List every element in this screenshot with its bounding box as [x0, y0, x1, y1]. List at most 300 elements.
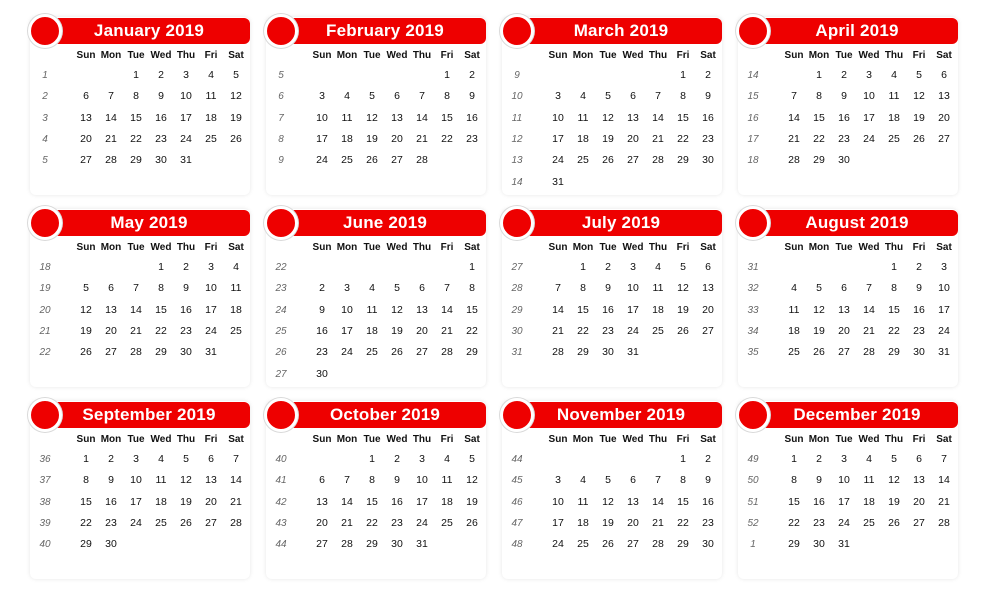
- month-header: [270, 210, 486, 236]
- day-cell: 3: [841, 453, 847, 465]
- day-cell: 14: [130, 303, 142, 316]
- day-cell: 10: [205, 282, 217, 295]
- day-cell: 18: [441, 495, 453, 508]
- day-cell: 10: [552, 495, 564, 508]
- month-card: [738, 209, 958, 387]
- day-cell: 27: [627, 538, 639, 551]
- weekday-label: Thu: [648, 434, 668, 445]
- day-cell: 5: [369, 90, 375, 103]
- weekday-label: Sun: [548, 50, 568, 61]
- day-cell: 21: [230, 495, 242, 508]
- day-cell: 23: [838, 132, 850, 145]
- month-header: [270, 402, 486, 428]
- month-title: October 2019: [329, 405, 441, 424]
- day-cell: 30: [105, 538, 117, 551]
- month-header: [34, 210, 250, 236]
- week-number: 31: [511, 347, 523, 359]
- weekday-label: Fri: [204, 434, 218, 445]
- day-cell: 28: [441, 346, 453, 359]
- day-cell: 12: [180, 474, 192, 487]
- weekday-label: Sun: [548, 242, 568, 253]
- day-cell: 30: [602, 346, 614, 359]
- day-cell: 30: [391, 538, 403, 551]
- day-cell: 25: [652, 324, 664, 337]
- day-cell: 12: [913, 90, 925, 103]
- weekday-label: Fri: [440, 242, 454, 253]
- week-number: 18: [747, 155, 759, 167]
- week-number: 21: [39, 325, 51, 337]
- red-circle-icon: [28, 206, 62, 240]
- day-cell: 18: [788, 324, 800, 337]
- day-cell: 16: [316, 324, 328, 337]
- day-cell: 2: [816, 453, 822, 465]
- day-cell: 8: [791, 474, 797, 487]
- day-cell: 22: [677, 132, 689, 145]
- day-cell: 13: [105, 303, 117, 316]
- weekday-label: Thu: [176, 242, 196, 253]
- day-cell: 5: [469, 453, 475, 465]
- day-cell: 19: [80, 324, 92, 337]
- week-number: 4: [42, 133, 48, 145]
- day-cell: 13: [205, 474, 217, 487]
- day-cell: 6: [394, 90, 400, 103]
- month-card: [266, 401, 486, 579]
- day-cell: 6: [419, 282, 425, 295]
- day-cell: 25: [366, 346, 378, 359]
- day-cell: 28: [863, 346, 875, 359]
- weekday-label: Mon: [100, 242, 122, 253]
- day-cell: 20: [205, 495, 217, 508]
- red-circle-icon: [736, 14, 770, 48]
- day-cell: 14: [788, 111, 800, 124]
- day-cell: 7: [555, 282, 561, 295]
- day-cell: 1: [680, 453, 686, 465]
- week-number: 12: [511, 133, 523, 145]
- day-cell: 8: [469, 282, 475, 295]
- day-cell: 3: [344, 282, 350, 295]
- day-cell: 6: [941, 69, 947, 81]
- day-cell: 3: [555, 90, 561, 103]
- day-cell: 31: [205, 346, 217, 359]
- weekday-label: Tue: [127, 242, 145, 253]
- day-cell: 5: [816, 282, 822, 295]
- day-cell: 2: [605, 261, 611, 273]
- day-cell: 15: [466, 303, 478, 316]
- day-cell: 13: [938, 90, 950, 103]
- day-cell: 23: [813, 516, 825, 529]
- weekday-label: Mon: [572, 242, 594, 253]
- month-card: [266, 17, 486, 195]
- day-cell: 20: [913, 495, 925, 508]
- month-title: December 2019: [793, 405, 921, 424]
- day-cell: 11: [652, 282, 664, 295]
- week-number: 7: [278, 112, 284, 124]
- day-cell: 3: [866, 69, 872, 81]
- weekday-label: Sat: [464, 50, 480, 61]
- day-cell: 6: [705, 261, 711, 273]
- month-title: June 2019: [342, 213, 428, 232]
- day-cell: 2: [394, 453, 400, 465]
- month-header: [742, 18, 958, 44]
- day-cell: 4: [655, 261, 661, 273]
- day-cell: 4: [444, 453, 450, 465]
- day-cell: 30: [316, 367, 328, 380]
- day-cell: 2: [158, 69, 164, 81]
- day-cell: 1: [791, 453, 797, 465]
- day-cell: 23: [180, 324, 192, 337]
- day-cell: 17: [341, 324, 353, 337]
- day-cell: 28: [341, 538, 353, 551]
- day-cell: 19: [602, 132, 614, 145]
- week-number: 44: [275, 539, 287, 551]
- day-cell: 4: [866, 453, 872, 465]
- day-cell: 29: [366, 538, 378, 551]
- weekday-label: Fri: [204, 242, 218, 253]
- day-cell: 15: [366, 495, 378, 508]
- day-cell: 25: [155, 516, 167, 529]
- day-cell: 21: [552, 324, 564, 337]
- day-cell: 23: [702, 516, 714, 529]
- day-cell: 30: [838, 154, 850, 167]
- day-cell: 8: [133, 90, 139, 103]
- day-cell: 27: [416, 346, 428, 359]
- day-cell: 23: [602, 324, 614, 337]
- day-cell: 6: [916, 453, 922, 465]
- day-cell: 25: [888, 132, 900, 145]
- month-card: [738, 17, 958, 195]
- weekday-label: Fri: [912, 50, 926, 61]
- day-cell: 6: [208, 453, 214, 465]
- day-cell: 19: [602, 516, 614, 529]
- weekday-label: Tue: [363, 242, 381, 253]
- month-card: [502, 17, 722, 195]
- weekday-label: Sun: [76, 242, 96, 253]
- day-cell: 7: [108, 90, 114, 103]
- weekday-label: Wed: [150, 50, 172, 61]
- day-cell: 28: [230, 516, 242, 529]
- weekday-label: Thu: [412, 434, 432, 445]
- day-cell: 4: [580, 90, 586, 103]
- day-cell: 24: [341, 346, 353, 359]
- day-cell: 20: [316, 516, 328, 529]
- day-cell: 12: [230, 90, 242, 103]
- day-cell: 15: [677, 495, 689, 508]
- weekday-label: Thu: [412, 50, 432, 61]
- day-cell: 28: [938, 516, 950, 529]
- day-cell: 19: [677, 303, 689, 316]
- week-number: 37: [39, 475, 51, 487]
- weekday-label: Tue: [363, 50, 381, 61]
- day-cell: 14: [552, 303, 564, 316]
- day-cell: 3: [319, 90, 325, 103]
- month-title: March 2019: [573, 21, 669, 40]
- day-cell: 10: [180, 90, 192, 103]
- weekday-label: Mon: [808, 434, 830, 445]
- day-cell: 24: [863, 132, 875, 145]
- day-cell: 4: [369, 282, 375, 295]
- day-cell: 12: [677, 282, 689, 295]
- weekday-label: Tue: [363, 434, 381, 445]
- red-circle-icon: [500, 398, 534, 432]
- day-cell: 5: [394, 282, 400, 295]
- weekday-label: Sun: [548, 434, 568, 445]
- day-cell: 23: [466, 132, 478, 145]
- day-cell: 6: [108, 282, 114, 295]
- day-cell: 26: [391, 346, 403, 359]
- week-number: 18: [39, 262, 51, 273]
- day-cell: 31: [938, 346, 950, 359]
- month-header: [506, 210, 722, 236]
- day-cell: 2: [705, 69, 711, 81]
- day-cell: 3: [208, 261, 214, 273]
- weekday-label: Fri: [204, 50, 218, 61]
- day-cell: 11: [205, 90, 217, 103]
- day-cell: 21: [105, 132, 117, 145]
- day-cell: 27: [913, 516, 925, 529]
- day-cell: 29: [466, 346, 478, 359]
- day-cell: 12: [602, 495, 614, 508]
- weekday-label: Tue: [127, 434, 145, 445]
- weekday-label: Sat: [228, 242, 244, 253]
- day-cell: 30: [180, 346, 192, 359]
- weekday-label: Thu: [412, 242, 432, 253]
- weekday-label: Tue: [599, 242, 617, 253]
- weekday-label: Wed: [622, 50, 644, 61]
- day-cell: 15: [155, 303, 167, 316]
- day-cell: 9: [469, 90, 475, 103]
- day-cell: 26: [466, 516, 478, 529]
- day-cell: 12: [602, 111, 614, 124]
- day-cell: 1: [83, 453, 89, 465]
- day-cell: 31: [627, 346, 639, 359]
- day-cell: 20: [80, 132, 92, 145]
- weekday-label: Tue: [599, 434, 617, 445]
- day-cell: 18: [366, 324, 378, 337]
- weekday-label: Sun: [784, 50, 804, 61]
- day-cell: 19: [230, 111, 242, 124]
- day-cell: 5: [83, 282, 89, 295]
- day-cell: 26: [602, 538, 614, 551]
- day-cell: 12: [80, 303, 92, 316]
- day-cell: 4: [891, 69, 897, 81]
- month-title: November 2019: [556, 405, 686, 424]
- day-cell: 25: [788, 346, 800, 359]
- month-title: May 2019: [110, 213, 188, 232]
- day-cell: 3: [419, 453, 425, 465]
- week-number: 29: [511, 304, 523, 316]
- day-cell: 16: [838, 111, 850, 124]
- day-cell: 19: [813, 324, 825, 337]
- day-cell: 3: [941, 261, 947, 273]
- day-cell: 29: [788, 538, 800, 551]
- day-cell: 25: [441, 516, 453, 529]
- week-number: 47: [511, 517, 523, 529]
- week-number: 41: [275, 475, 287, 487]
- day-cell: 7: [655, 90, 661, 103]
- red-circle-icon: [500, 206, 534, 240]
- day-cell: 19: [913, 111, 925, 124]
- day-cell: 23: [155, 132, 167, 145]
- month-header: [742, 210, 958, 236]
- day-cell: 17: [863, 111, 875, 124]
- red-circle-icon: [264, 206, 298, 240]
- day-cell: 7: [133, 282, 139, 295]
- month-header: [506, 18, 722, 44]
- day-cell: 10: [938, 282, 950, 295]
- week-number: 16: [747, 112, 759, 124]
- day-cell: 5: [605, 90, 611, 103]
- day-cell: 31: [552, 175, 564, 188]
- day-cell: 13: [838, 303, 850, 316]
- day-cell: 15: [441, 111, 453, 124]
- month-card: [30, 209, 250, 387]
- day-cell: 12: [466, 474, 478, 487]
- day-cell: 4: [791, 282, 797, 295]
- day-cell: 13: [913, 474, 925, 487]
- week-number: 23: [275, 283, 287, 295]
- day-cell: 3: [630, 261, 636, 273]
- weekday-label: Sat: [464, 434, 480, 445]
- day-cell: 31: [838, 538, 850, 551]
- day-cell: 11: [155, 474, 167, 487]
- day-cell: 30: [155, 154, 167, 167]
- day-cell: 19: [180, 495, 192, 508]
- day-cell: 9: [158, 90, 164, 103]
- week-number: 45: [511, 475, 523, 487]
- day-cell: 26: [813, 346, 825, 359]
- day-cell: 9: [108, 474, 114, 487]
- month-title: July 2019: [581, 213, 661, 232]
- day-cell: 9: [319, 303, 325, 316]
- day-cell: 22: [441, 132, 453, 145]
- day-cell: 1: [680, 69, 686, 81]
- day-cell: 2: [183, 261, 189, 273]
- day-cell: 17: [316, 132, 328, 145]
- weekday-label: Mon: [336, 242, 358, 253]
- weekday-label: Wed: [150, 242, 172, 253]
- day-cell: 8: [158, 282, 164, 295]
- week-number: 5: [42, 155, 48, 167]
- weekday-label: Fri: [912, 242, 926, 253]
- week-number: 28: [511, 283, 523, 295]
- day-cell: 20: [838, 324, 850, 337]
- day-cell: 19: [366, 132, 378, 145]
- day-cell: 15: [130, 111, 142, 124]
- weekday-label: Thu: [176, 50, 196, 61]
- day-cell: 12: [391, 303, 403, 316]
- day-cell: 2: [469, 69, 475, 81]
- day-cell: 4: [344, 90, 350, 103]
- week-number: 2: [42, 91, 48, 103]
- day-cell: 11: [788, 303, 800, 316]
- day-cell: 24: [552, 538, 564, 551]
- day-cell: 11: [577, 495, 589, 508]
- weekday-label: Wed: [858, 50, 880, 61]
- day-cell: 16: [155, 111, 167, 124]
- day-cell: 15: [788, 495, 800, 508]
- day-cell: 16: [180, 303, 192, 316]
- day-cell: 8: [444, 90, 450, 103]
- weekday-label: Fri: [676, 434, 690, 445]
- day-cell: 29: [155, 346, 167, 359]
- month-card: [502, 401, 722, 579]
- day-cell: 1: [444, 69, 450, 81]
- day-cell: 16: [602, 303, 614, 316]
- day-cell: 15: [677, 111, 689, 124]
- day-cell: 21: [341, 516, 353, 529]
- month-header: [270, 18, 486, 44]
- week-number: 27: [275, 368, 287, 380]
- day-cell: 1: [580, 261, 586, 273]
- day-cell: 17: [416, 495, 428, 508]
- day-cell: 23: [316, 346, 328, 359]
- day-cell: 25: [863, 516, 875, 529]
- day-cell: 25: [341, 154, 353, 167]
- day-cell: 20: [391, 132, 403, 145]
- week-number: 38: [39, 496, 51, 508]
- day-cell: 9: [705, 90, 711, 103]
- week-number: 50: [747, 475, 759, 487]
- day-cell: 24: [180, 132, 192, 145]
- weekday-label: Sun: [312, 50, 332, 61]
- day-cell: 27: [391, 154, 403, 167]
- day-cell: 29: [677, 538, 689, 551]
- day-cell: 16: [702, 495, 714, 508]
- weekday-label: Fri: [676, 50, 690, 61]
- weekday-label: Sat: [700, 242, 716, 253]
- day-cell: 16: [702, 111, 714, 124]
- day-cell: 25: [577, 538, 589, 551]
- week-number: 6: [278, 91, 284, 103]
- week-number: 49: [747, 454, 759, 465]
- day-cell: 18: [652, 303, 664, 316]
- week-number: 9: [278, 155, 284, 167]
- month-card: [738, 401, 958, 579]
- weekday-label: Sat: [936, 50, 952, 61]
- weekday-label: Sat: [700, 50, 716, 61]
- weekday-label: Thu: [648, 242, 668, 253]
- month-header: [506, 402, 722, 428]
- day-cell: 8: [680, 474, 686, 487]
- day-cell: 29: [130, 154, 142, 167]
- day-cell: 5: [891, 453, 897, 465]
- day-cell: 11: [341, 111, 353, 124]
- day-cell: 29: [577, 346, 589, 359]
- month-title: August 2019: [805, 213, 909, 232]
- day-cell: 25: [205, 132, 217, 145]
- day-cell: 7: [791, 90, 797, 103]
- weekday-label: Sun: [76, 434, 96, 445]
- day-cell: 20: [627, 516, 639, 529]
- day-cell: 19: [888, 495, 900, 508]
- weekday-label: Wed: [858, 242, 880, 253]
- day-cell: 18: [155, 495, 167, 508]
- day-cell: 18: [205, 111, 217, 124]
- day-cell: 17: [205, 303, 217, 316]
- day-cell: 2: [108, 453, 114, 465]
- month-title: September 2019: [82, 405, 216, 424]
- weekday-label: Fri: [676, 242, 690, 253]
- day-cell: 4: [158, 453, 164, 465]
- day-cell: 27: [316, 538, 328, 551]
- weekday-label: Thu: [884, 242, 904, 253]
- day-cell: 6: [319, 474, 325, 487]
- day-cell: 23: [391, 516, 403, 529]
- day-cell: 1: [816, 69, 822, 81]
- week-number: 48: [511, 539, 523, 551]
- week-number: 19: [39, 283, 51, 295]
- day-cell: 31: [180, 154, 192, 167]
